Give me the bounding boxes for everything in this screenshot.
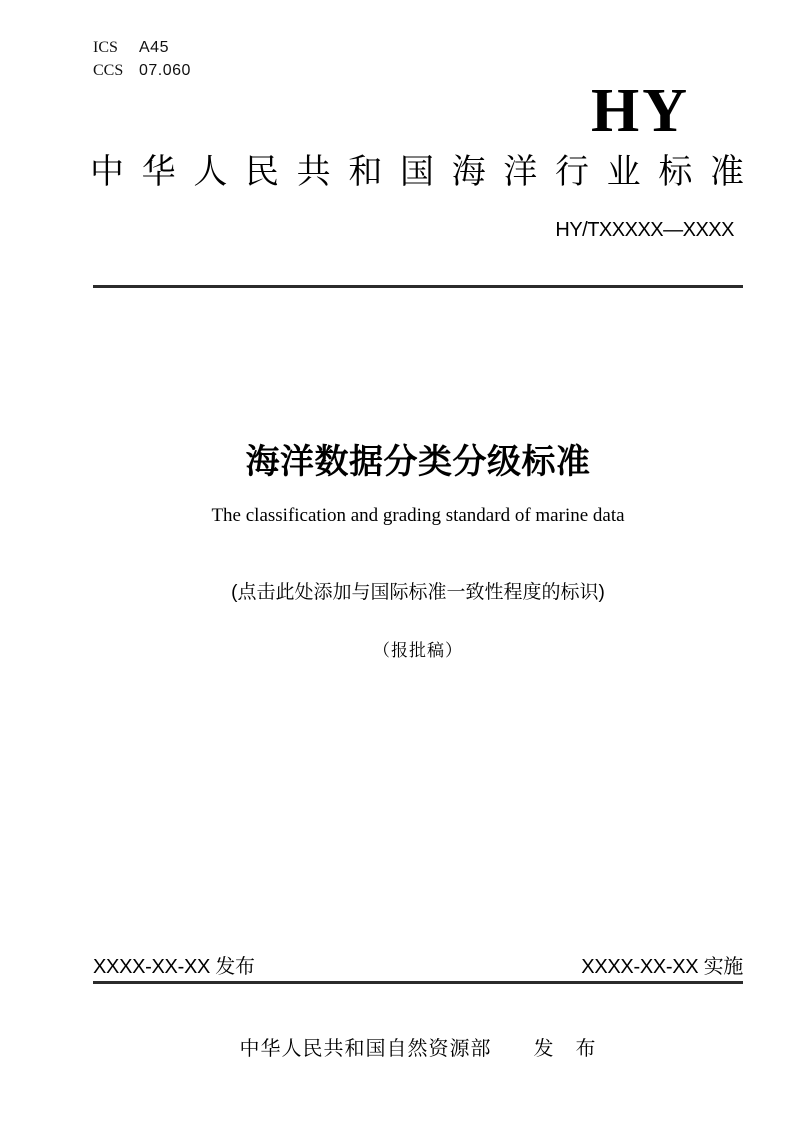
publisher-line: 中华人民共和国自然资源部 发 布 (239, 1038, 597, 1060)
ccs-code-row (93, 59, 191, 82)
ccs-label: CCS (93, 62, 124, 79)
hy-standard-logo: HY (591, 77, 690, 145)
standard-code: HY/TXXXXX—XXXX (555, 219, 734, 241)
classification-codes (93, 36, 191, 82)
ics-value: A45 (139, 39, 169, 56)
national-standard-header: 中华人民共和国海洋行业标准 (90, 153, 744, 191)
ics-label: ICS (93, 39, 118, 56)
dates-row (93, 950, 743, 979)
draft-status-note: （报批稿） (373, 641, 463, 660)
header-divider-line (93, 285, 743, 288)
footer-divider-line (93, 981, 743, 984)
consistency-degree-placeholder[interactable]: (点击此处添加与国际标准一致性程度的标识) (231, 582, 605, 603)
ics-code-row (93, 36, 191, 59)
implement-date: XXXX-XX-XX 实施 (581, 956, 743, 978)
issue-date: XXXX-XX-XX 发布 (93, 956, 255, 978)
document-title: 海洋数据分类分级标准 (245, 443, 591, 481)
document-title-english: The classification and grading standard of marine data (211, 505, 625, 526)
ccs-value: 07.060 (139, 62, 191, 79)
